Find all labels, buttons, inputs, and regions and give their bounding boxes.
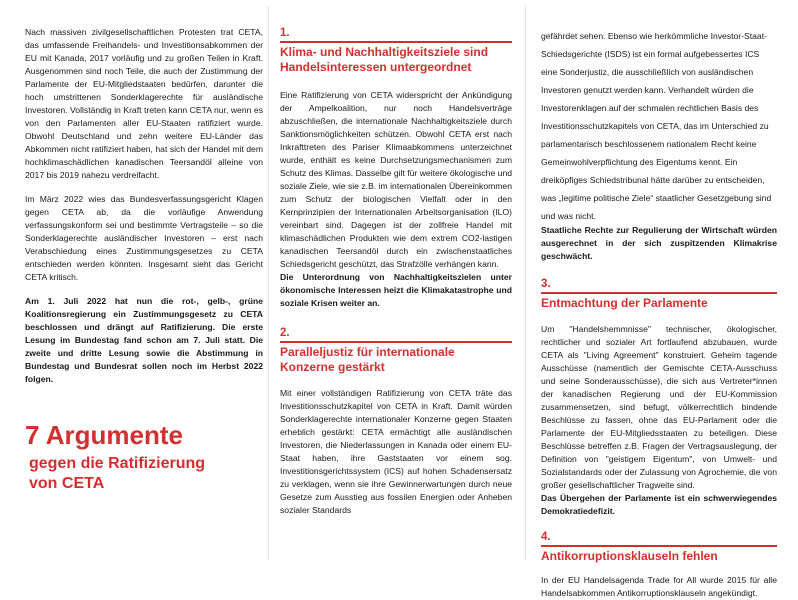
section-4-text: In der EU Handelsagenda Trade for All wurde 2015 für alle Handelsabkommen Antikorruptionsklauseln angekündigt. (541, 575, 777, 598)
section-1-text: Eine Ratifizierung von CETA widerspricht der Ankündigung der Ampelkoalition, nur noch Handelsverträge abzuschließen, die internationale Nachhaltigkeitsziele durch Sanktionsmöglichkeiten schützen. Obwohl CETA erst nach Inkrafttreten des Pariser Klimaabkommens unterzeichnet wurde, enthält es keine Durchsetzungsmechanismen zum Schutz des Klimas. Dasselbe gilt für weitere ökologische und soziale Ziele, wie sie z.B. im internationalen Übereinkommen zum Schutz der biologischen Vielfalt oder in den Kernprinzipien der Internationalen Arbeitsorganisation (ILO) vereinbart sind. Dagegen ist der zollfreie Handel mit klimaschädlichen Produkten wie dem extrem CO2-lastigen kanadischen Teersandöl durch ein zwischenstaatliches Schiedsgericht geschützt, das Strafzölle verhängen kann. (280, 90, 512, 269)
intro-paragraph-2: Im März 2022 wies das Bundesverfassungsgericht Klagen gegen CETA ab, da die vorläufige Anwendung verfassungskonform sei und bestimmte Vertragsteile – so die Sonderklagerechte ausländischer Investoren – erst nach Verabschiedung eines Zustimmungsgesetzes zu CETA entschieden werden könnten. Insgesamt sieht das Gericht CETA kritisch. (25, 194, 263, 282)
section-1-title: Klima- und Nachhaltigkeitsziele sind Handelsinteressen untergeordnet (280, 45, 489, 74)
section-4-title: Antikorruptionsklauseln fehlen (541, 549, 718, 563)
headline: 7 Argumente (25, 420, 183, 450)
section-3-rule (541, 292, 777, 294)
headline-subtitle-line2: von CETA (29, 475, 105, 492)
argument-column-3 (541, 26, 777, 600)
headline-subtitle-line1: gegen die Ratifizierung (29, 455, 206, 472)
section-1-bold-text: Die Unterordnung von Nachhaltigkeitszielen unter ökonomische Interessen heizt die Klimakatastrophe und soziale Krisen weiter an. (280, 272, 512, 308)
section-4-number: 4. (541, 531, 551, 543)
column-divider-1 (268, 6, 269, 561)
argument-column-2 (280, 26, 512, 517)
section-2-title: Paralleljustiz für internationale Konzerne gestärkt (280, 345, 455, 374)
section-1-number: 1. (280, 27, 290, 39)
section-4-rule (541, 545, 777, 547)
section-3-bold-text: Das Übergehen der Parlamente ist ein schwerwiegendes Demokratiedefizit. (541, 493, 777, 516)
intro-paragraph-1: Nach massiven zivilgesellschaftlichen Protesten trat CETA, das umfassende Freihandels- und Investitionsabkommen der EU mit Kanada, 2017 vorläufig und zu großen Teilen in Kraft. Ausgenommen sind noch Teile, die auch der Zustimmung der Parlamente der EU-Mitgliedstaaten bedürfen, darunter die hoch umstrittenen Sonderklagerechte für ausländische Investoren. Vollständig in Kraft treten kann CETA nur, wenn es von den Parlamenten aller EU-Staaten ratifiziert wurde. Obwohl Deutschland und zehn weitere EU-Länder das Abkommen nicht ratifiziert haben, hat sich der Handel mit dem hochklimaschädlichen kanadischen Teersandöl alleine von 2017 bis 2019 nahezu verdreifacht. (25, 27, 263, 180)
section-1-rule (280, 41, 512, 43)
column-divider-2 (525, 6, 526, 561)
section-3-title: Entmachtung der Parlamente (541, 296, 708, 310)
section-2-number: 2. (280, 327, 290, 339)
section-3-number: 3. (541, 278, 551, 290)
section-2-text-continued: gefährdet sehen. Ebenso wie herkömmliche Investor-Staat-Schiedsgerichte (ISDS) ist ein formal aufgebessertes ICS eine Sonderjustiz, die ausschließlich von ausländischen Investoren genutzt werden kann. Verhandelt würden die Investorenklagen auf der schmalen rechtlichen Basis des Investitionsschutzkapitels von CETA, das im Unterschied zu parlamentarisch beschlossenem nationalem Recht keine Gemeinwohlverpflichtung des Eigentums kennt. Ein dreiköpfiges Schiedstribunal hätte darüber zu entscheiden, was „legitime politische Ziele“ staatlicher Gesetzgebung sind und was nicht. (541, 31, 772, 221)
section-3-text: Um "Handelshemmnisse" technischer, ökologischer, rechtlicher und sozialer Art fortlaufend abzubauen, wurde CETA als "Living Agreement" konstruiert. Geheim tagende Ausschüsse (namentlich der Gemischte CETA-Ausschuss und seine Sonderausschüsse), die sich aus Vertreter*innen der kanadischen Regierung und der EU-Kommission zusammensetzen, sind befugt, völkerrechtlich bindende Beschlüsse zu fassen, ohne das EU-Parlament oder die Parlamente der EU-Mitgliedsstaaten zu beteiligen. Diese Beschlüsse betreffen z.B. Fragen der Vertragsauslegung, der Definition von "geistigem Eigentum", von Umwelt- und Sozialstandards oder der Zulassung von Agrochemie, die von großer gesellschaftlicher Tragweite sind. (541, 324, 777, 490)
section-2-rule (280, 341, 512, 343)
intro-paragraph-3: Am 1. Juli 2022 hat nun die rot-, gelb-, grüne Koalitionsregierung ein Zustimmungsgesetz zu CETA beschlossen und drängt auf Ratifizierung. Die erste Lesung im Bundestag fand schon am 7. Juli statt. Die zweite und dritte Lesung sowie die Abstimmung in Bundestag und Bundesrat sollen noch im Herbst 2022 folgen. (25, 296, 263, 384)
section-2-text: Mit einer vollständigen Ratifizierung von CETA träte das Investitionsschutzkapitel von CETA in Kraft. Damit würden Sonderklagerechte internationaler Konzerne gegen Staaten erheblich gestärkt: CETA ermächtigt alle ausländischen Investoren, die Niederlassungen in Kanada oder einem EU-Staat haben, ihre Gaststaaten vor einem sog. Investitionsgerichtssystem (ICS) auf hohen Schadensersatz zu verklagen, wenn sie ihre Gewinnerwartungen durch neue Gesetze zum Ausstieg aus fossilen Energien oder Anheben sozialer Standards (280, 388, 512, 515)
intro-column (25, 26, 263, 494)
section-2-bold-text: Staatliche Rechte zur Regulierung der Wirtschaft würden ausgerechnet in der sich zuspitzenden Klimakrise geschwächt. (541, 225, 777, 261)
